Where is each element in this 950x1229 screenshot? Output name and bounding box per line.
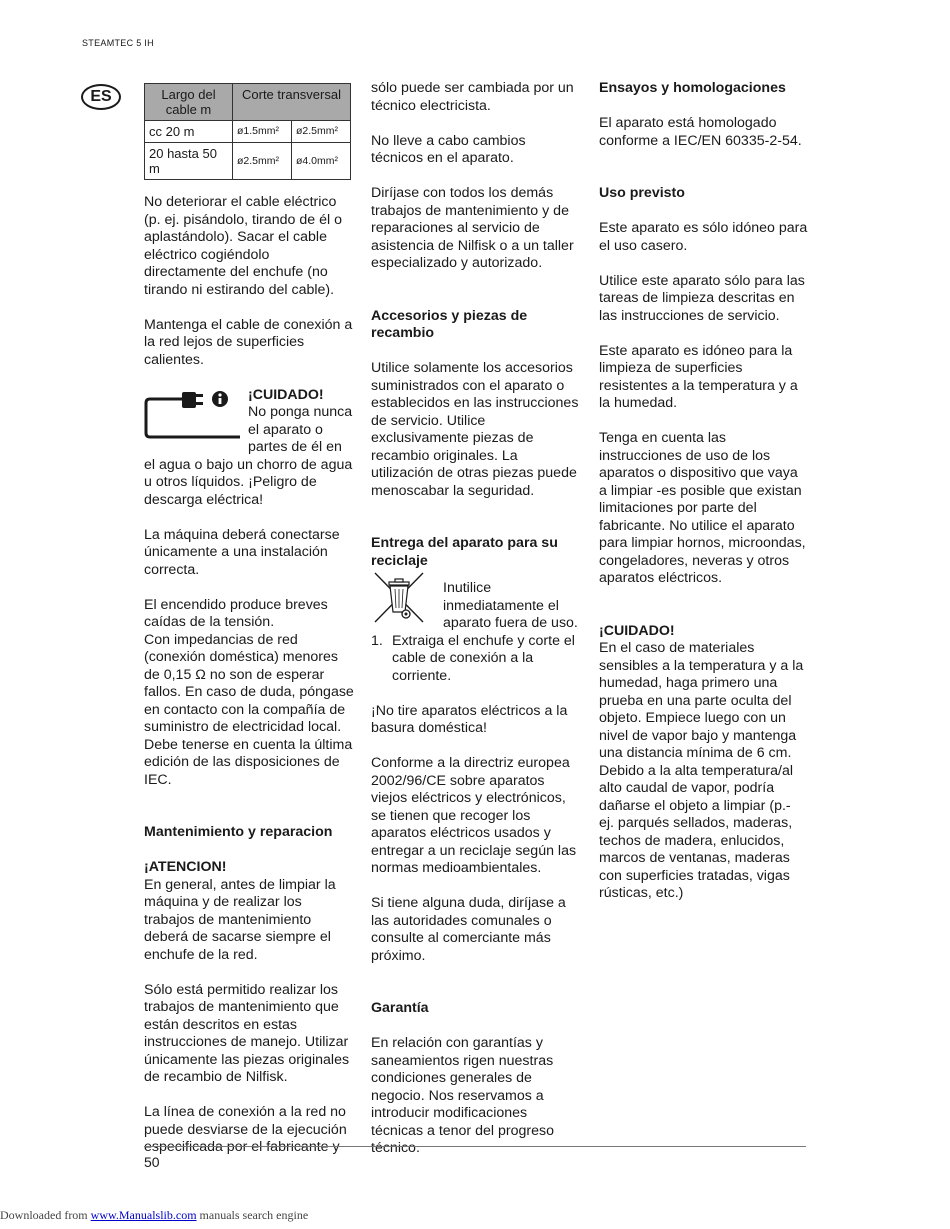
plug-warning-icon — [144, 389, 244, 441]
paragraph-manufacturer-limits: Tenga en cuenta las instrucciones de uso de los aparatos o dispositivo que vaya a limpiar -es posible que existan limitaciones por parte del fabricante. No utilice el aparato para limpiar hornos, microondas, congeladores, neveras y otros aparatos eléctricos. — [599, 430, 806, 586]
paragraph-doubts: Si tiene alguna duda, diríjase a las autoridades comunales o consulte al comerciante más próximo. — [371, 895, 566, 964]
paragraph-no-household-waste: ¡No tire aparatos eléctricos a la basura doméstica! — [371, 702, 568, 736]
paragraph-suitable-surfaces: Este aparato es idóneo para la limpieza de superficies resistentes a la temperatura y a la humedad. — [599, 342, 798, 411]
paragraph-home-use: Este aparato es sólo idóneo para el uso casero. — [599, 220, 808, 254]
paragraph-cleaning-tasks: Utilice este aparato sólo para las tareas de limpieza descritas en las instrucciones de servicio. — [599, 272, 805, 324]
caution-title: ¡CUIDADO! — [248, 386, 324, 403]
column-1 — [144, 80, 354, 1174]
cable-table-header-row — [145, 84, 351, 121]
footer-divider — [144, 1146, 806, 1147]
step-text: Extraiga el enchufe y corte el cable de conexión a la corriente. — [392, 632, 575, 684]
recycling-block — [371, 570, 581, 633]
heading-accessories: Accesorios y piezas de recambio — [371, 307, 528, 341]
column-2 — [371, 80, 581, 1175]
paragraph-attention: En general, antes de limpiar la máquina y de realizar los trabajos de mantenimiento deberá de sacarse siempre el enchufe de la red. — [144, 876, 336, 963]
download-prefix: Downloaded from — [0, 1208, 91, 1222]
heading-recycling: Entrega del aparato para su reciclaje — [371, 535, 558, 569]
step-number: 1. — [371, 632, 383, 649]
recycling-intro: Inutilice inmediatamente el aparato fuera de uso. — [443, 580, 578, 631]
table-cell: cc 20 m — [145, 121, 233, 143]
paragraph-accessories: Utilice solamente los accesorios suministrados con el aparato o establecidos en las instrucciones de servicio. Utilice exclusivamente piezas de recambio originales. La utilización de otras piezas puede menoscabar la seguridad. — [371, 360, 579, 499]
paragraph-eu-directive: Conforme a la directriz europea 2002/96/CE sobre aparatos viejos eléctricos y electrónicos, se tienen que recoger los aparatos eléctricos usados y entregar a un reciclaje según las normas medioambientales. — [371, 755, 577, 876]
paragraph-voltage-drops: El encendido produce breves caídas de la tensión. — [144, 596, 328, 630]
table-row — [145, 121, 351, 143]
download-notice — [0, 1208, 308, 1223]
attention-title: ¡ATENCION! — [144, 859, 227, 875]
paragraph-maintenance-allowed: Sólo está permitido realizar los trabajos de mantenimiento que están descritos en estas instrucciones de manejo. Utilizar únicamente las piezas originales de recambio de Nilfisk. — [144, 981, 350, 1085]
recycling-steps — [371, 633, 581, 686]
download-suffix: manuals search engine — [196, 1208, 309, 1222]
paragraph-cable-heat: Mantenga el cable de conexión a la red lejos de superficies calientes. — [144, 316, 353, 368]
caution-electric-block — [144, 387, 354, 527]
heading-warranty: Garantía — [371, 1000, 429, 1016]
paragraph-caution-materials: En el caso de materiales sensibles a la temperatura y a la humedad, haga primero una prueba en una parte oculta del objeto. Empiece luego con un nivel de vapor bajo y mantenga una distancia mínima de 6 cm. Debido a la alta temperatura/al alto caudal de vapor, podría dañarse el objeto a limpiar (p.- ej. parqués sellados, maderas, techos de madera, enlucidos, marcos de ventanas, maderas con superficies tratadas, vigas rústicas, etc.) — [599, 640, 804, 901]
table-cell: ø2.5mm² — [233, 143, 292, 180]
paragraph-electrician: sólo puede ser cambiada por un técnico electricista. — [371, 80, 574, 114]
paragraph-homologation: El aparato está homologado conforme a IEC/EN 60335-2-54. — [599, 115, 802, 149]
heading-tests: Ensayos y homologaciones — [599, 80, 786, 96]
language-badge: ES — [81, 84, 121, 110]
table-cell: ø2.5mm² — [291, 121, 350, 143]
list-item — [371, 633, 581, 686]
table-row — [145, 143, 351, 180]
manualslib-link[interactable]: www.Manualslib.com — [90, 1208, 197, 1222]
paragraph-warranty: En relación con garantías y saneamientos rigen nuestras condiciones generales de negocio. Nos reservamos a introducir modificaciones técnicas a tenor del progreso técnico. — [371, 1035, 554, 1156]
heading-maintenance: Mantenimiento y reparacion — [144, 824, 333, 840]
caution-text: No ponga nunca el aparato o partes de él en el agua o bajo un chorro de agua u otros líquidos. ¡Peligro de descarga eléctrica! — [144, 404, 353, 508]
document-header: STEAMTEC 5 IH — [82, 38, 154, 48]
crossed-bin-icon — [371, 570, 427, 626]
paragraph-service: Diríjase con todos los demás trabajos de mantenimiento y de reparaciones al servicio de asistencia de Nilfisk o a un taller especializado y autorizado. — [371, 185, 574, 271]
table-header-length: Largo del cable m — [145, 84, 233, 121]
table-cell: ø1.5mm² — [233, 121, 292, 143]
heading-intended-use: Uso previsto — [599, 185, 685, 201]
paragraph-connection-line: La línea de conexión a la red no puede desviarse de la ejecución especificada por el fabricante y — [144, 1104, 347, 1155]
column-3 — [599, 80, 809, 920]
table-cell: ø4.0mm² — [291, 143, 350, 180]
table-header-section: Corte transversal — [233, 84, 351, 121]
paragraph-installation: La máquina deberá conectarse únicamente a una instalación correcta. — [144, 526, 340, 578]
cable-table — [144, 83, 351, 180]
table-cell: 20 hasta 50 m — [145, 143, 233, 180]
paragraph-impedance: Con impedancias de red (conexión doméstica) menores de 0,15 Ω no son de esperar fallos. En caso de duda, póngase en contacto con la compañía de suministro de electricidad local. Debe tenerse en cuenta la última edición de las disposiciones de IEC. — [144, 631, 354, 788]
paragraph-cable-damage: No deteriorar el cable eléctrico (p. ej. pisándolo, tirando de él o aplastándolo). Sacar el cable eléctrico cogiéndolo directamente del enchufe (no tirando ni estirando del cable). — [144, 194, 342, 298]
paragraph-no-changes: No lleve a cabo cambios técnicos en el aparato. — [371, 132, 526, 166]
caution-title: ¡CUIDADO! — [599, 622, 675, 639]
page-number: 50 — [144, 1154, 160, 1170]
